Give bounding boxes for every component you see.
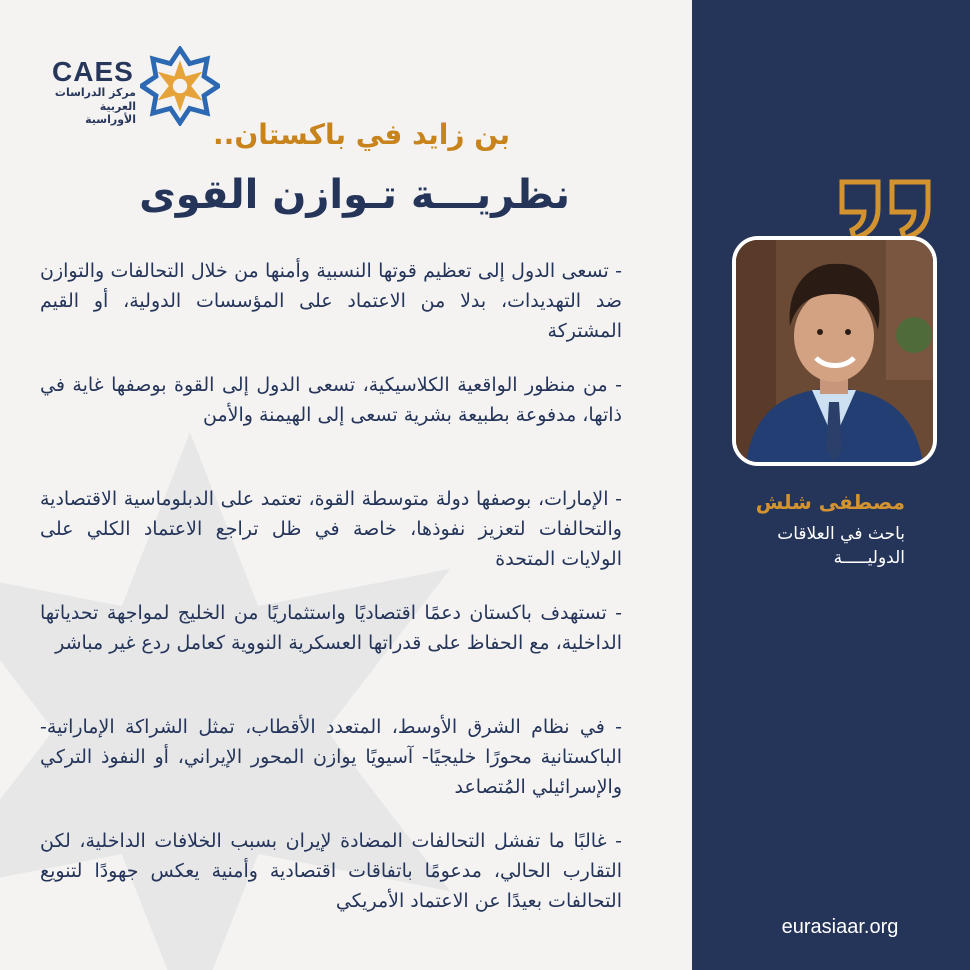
logo-arabic-line2: العربية الأوراسية (85, 100, 136, 126)
page-title: نظريـــة تـوازن القوى (139, 172, 570, 218)
website-link[interactable]: eurasiaar.org (781, 916, 899, 938)
logo (52, 46, 222, 126)
paragraph-2: - من منظور الواقعية الكلاسيكية، تسعى الدول إلى القوة بوصفها غاية في ذاتها، مدفوعة بطبيعة بشرية تسعى إلى الهيمنة والأمن (40, 374, 622, 426)
author-role-line1: باحث في العلاقات (777, 524, 905, 544)
author-photo (732, 236, 937, 466)
paragraph-5: - في نظام الشرق الأوسط، المتعدد الأقطاب، تمثل الشراكة الإماراتية- الباكستانية محورًا خليجيًا- آسيويًا يوازن المحور الإيراني، أو النفوذ التركي والإسرائيلي المُتصاعد (40, 716, 622, 798)
subtitle: بن زايد في باكستان.. (213, 118, 510, 151)
star-logo-icon (140, 46, 220, 126)
paragraph-3: - الإمارات، بوصفها دولة متوسطة القوة، تعتمد على الدبلوماسية الاقتصادية والتحالفات لتعزيز نفوذها، خاصة في ظل تراجع الاعتماد الكلي على الولايات المتحدة (40, 488, 622, 570)
author-role-line2: الدوليـــــة (833, 548, 905, 568)
logo-acronym: CAES (52, 56, 134, 87)
author-portrait (736, 240, 933, 462)
author-panel (692, 0, 970, 970)
logo-arabic-line1: مركز الدراسات (54, 86, 136, 99)
paragraph-6: - غالبًا ما تفشل التحالفات المضادة لإيران بسبب الخلافات الداخلية، لكن التقارب الحالي، مدعومًا باتفاقات اقتصادية وأمنية يعكس جهودًا لتنويع التحالفات بعيدًا عن الاعتماد الأمريكي (40, 830, 622, 912)
paragraph-1: - تسعى الدول إلى تعظيم قوتها النسبية وأمنها من خلال التحالفات والتوازن ضد التهديدات، بدلا من الاعتماد على المؤسسات الدولية، أو القيم المشتركة (40, 260, 622, 342)
paragraph-4: - تستهدف باكستان دعمًا اقتصاديًا واستثماريًا من الخليج لمواجهة تحدياتها الداخلية، مع الحفاظ على قدراتها العسكرية النووية كعامل ردع غير مباشر (40, 602, 622, 654)
quote-icon (838, 178, 934, 240)
author-name: مصطفى شلش (755, 490, 905, 514)
